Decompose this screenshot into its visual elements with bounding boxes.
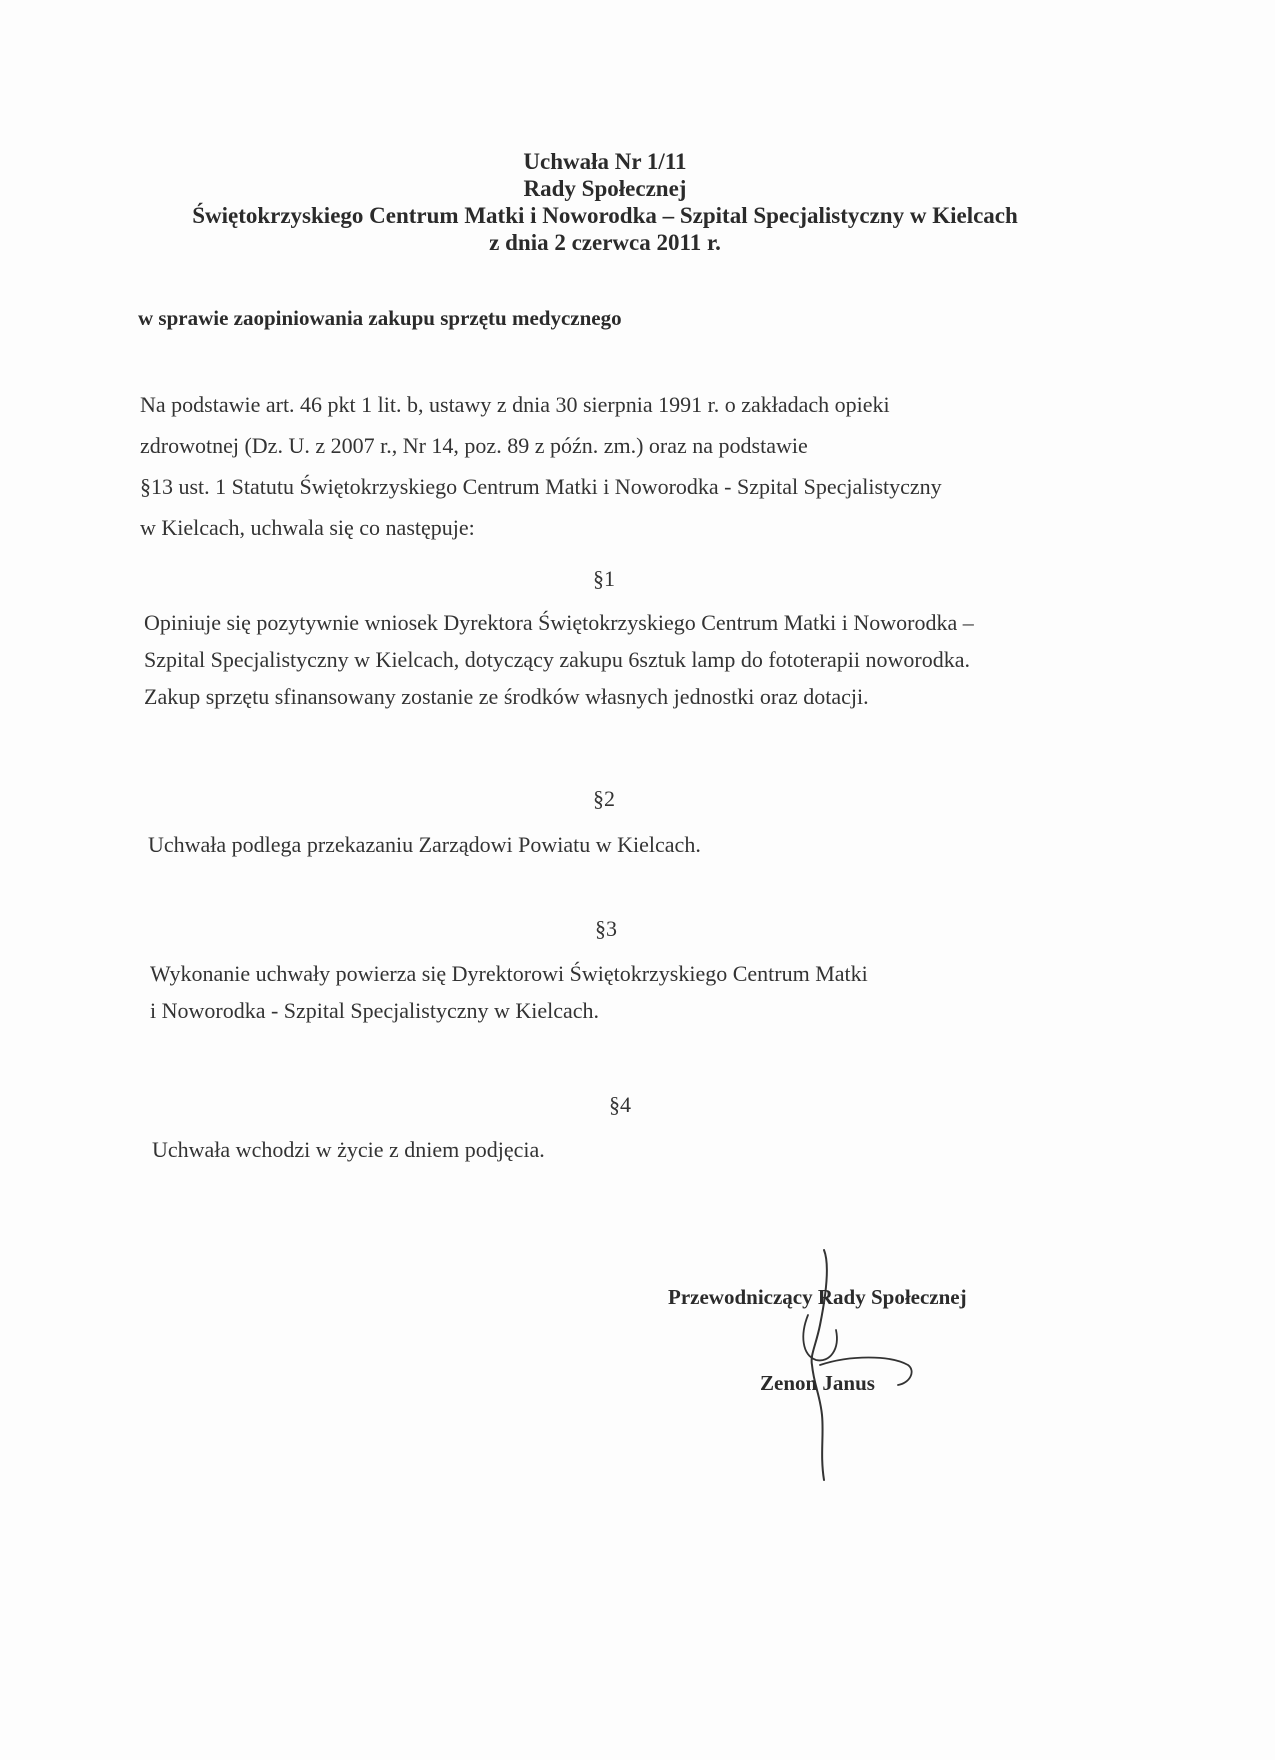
preamble-line: §13 ust. 1 Statutu Świętokrzyskiego Centrum Matki i Noworodka - Szpital Specjalistyczny — [140, 474, 942, 499]
resolution-date: z dnia 2 czerwca 2011 r. — [489, 230, 721, 255]
section-line: Uchwała podlega przekazaniu Zarządowi Powiatu w Kielcach. — [148, 832, 701, 857]
section-4-title: §4 — [609, 1092, 631, 1117]
section-line: Uchwała wchodzi w życie z dniem podjęcia. — [152, 1137, 545, 1162]
resolution-subject: w sprawie zaopiniowania zakupu sprzętu medycznego — [138, 306, 622, 330]
section-line: Wykonanie uchwały powierza się Dyrektorowi Świętokrzyskiego Centrum Matki — [150, 961, 868, 986]
section-3-title: §3 — [595, 916, 617, 941]
section-3-body — [150, 955, 868, 1029]
resolution-header — [150, 148, 1060, 256]
preamble-line: Na podstawie art. 46 pkt 1 lit. b, ustawy z dnia 30 sierpnia 1991 r. o zakładach opieki — [140, 392, 890, 417]
section-4-body — [152, 1131, 545, 1168]
preamble-line: zdrowotnej (Dz. U. z 2007 r., Nr 14, poz. 89 z późn. zm.) oraz na podstawie — [140, 433, 808, 458]
section-line: Opiniuje się pozytywnie wniosek Dyrektora Świętokrzyskiego Centrum Matki i Noworodka – — [144, 610, 974, 635]
preamble — [140, 384, 1090, 548]
section-line: i Noworodka - Szpital Specjalistyczny w Kielcach. — [150, 998, 600, 1023]
section-line: Szpital Specjalistyczny w Kielcach, dotyczący zakupu 6sztuk lamp do fototerapii noworodka. — [144, 647, 970, 672]
section-line: Zakup sprzętu sfinansowany zostanie ze środków własnych jednostki oraz dotacji. — [144, 684, 869, 709]
signature-name: Zenon Janus — [760, 1371, 875, 1395]
institution-name: Świętokrzyskiego Centrum Matki i Noworodka – Szpital Specjalistyczny w Kielcach — [192, 203, 1018, 228]
council-name: Rady Społecznej — [523, 176, 687, 201]
signature-title: Przewodniczący Rady Społecznej — [668, 1285, 967, 1309]
section-2-body — [148, 826, 701, 863]
resolution-number: Uchwała Nr 1/11 — [523, 149, 687, 174]
preamble-line: w Kielcach, uchwala się co następuje: — [140, 515, 475, 540]
handwritten-signature — [750, 1245, 930, 1485]
section-1-body — [144, 604, 974, 715]
section-1-title: §1 — [593, 566, 615, 591]
section-2-title: §2 — [593, 786, 615, 811]
